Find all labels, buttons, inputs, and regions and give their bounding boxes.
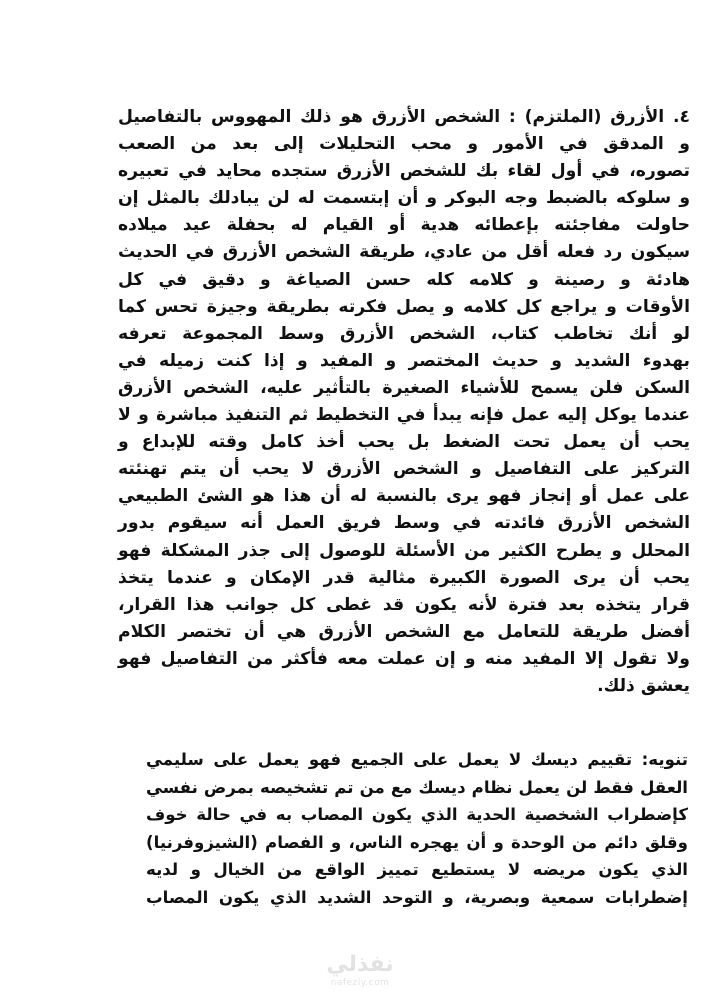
- text-line: الأوقات و يراجع كل كلامه و يصل فكرته بطريقة وجيزة تحس كما: [118, 296, 690, 317]
- text-line: الذي يكون مريضه لا يستطيع تمييز الواقع من الخيال و لديه: [146, 860, 688, 880]
- text-line: هادئة و رصينة و كلامه كله حسن الصياغة و دقيق في كل: [118, 269, 690, 290]
- text-line: تصوره، في أول لقاء بك للشخص الأزرق ستجده محايد في تعبيره: [118, 161, 690, 182]
- watermark-url: nafezly.com: [330, 978, 390, 988]
- text-line: التركيز على التفاصيل و الشخص الأزرق لا يحب أن يتم تهنئته: [118, 459, 690, 480]
- text-line: كإضطراب الشخصية الحدية الذي يكون المصاب به في حالة خوف: [146, 805, 688, 825]
- text-line: يعشق ذلك.: [597, 675, 690, 696]
- text-line: أفضل طريقة للتعامل مع الشخص الأزرق هي أن تختصر الكلام: [118, 621, 690, 642]
- text-line: حاولت مفاجئته بإعطائه هدية أو القيام له بحفلة عيد ميلاده: [118, 215, 690, 236]
- text-line: وقلق دائم من الوحدة و أن يهجره الناس، و الفصام (الشيزوفرنيا): [146, 832, 688, 852]
- text-line: و المدقق في الأمور و محب التحليلات إلى بعد من الصعب: [118, 134, 690, 155]
- text-line: عندما يوكل إليه عمل فإنه يبدأ في التخطيط ثم التنفيذ مباشرة و لا: [118, 405, 690, 426]
- text-line: ولا تقول إلا المفيد منه و إن عملت معه فأكثر من التفاصيل فهو: [118, 648, 690, 669]
- text-line: المحلل و يطرح الكثير من الأسئلة للوصول إلى جذر المشكلة فهو: [118, 540, 690, 561]
- text-line: الشخص الأزرق فائدته في وسط فريق العمل أنه سيقوم بدور: [118, 513, 690, 534]
- blue-personality-paragraph: [118, 104, 690, 700]
- text-line: سيكون رد فعله أقل من عادي، طريقة الشخص الأزرق في الحديث: [118, 242, 690, 263]
- text-line: قرار يتخذه بعد فترة لأنه يكون قد غطى كل جوانب هذا القرار،: [118, 594, 690, 615]
- text-line: إضطرابات سمعية وبصرية، و التوحد الشديد الذي يكون المصاب: [146, 887, 688, 907]
- text-line: ٤. الأزرق (الملتزم) : الشخص الأزرق هو ذلك المهووس بالتفاصيل: [118, 107, 690, 127]
- text-line: لو أنك تخاطب كتاب، الشخص الأزرق وسط المجموعة تعرفه: [118, 323, 690, 344]
- text-line: تنويه: تقييم ديسك لا يعمل على الجميع فهو يعمل على سليمي: [146, 750, 688, 769]
- text-line: يحب أن يرى الصورة الكبيرة مثالية قدر الإمكان و عندما يتخذ: [118, 567, 690, 588]
- text-line: على عمل أو إنجاز فهو يرى بالنسبة له أن هذا هو الشئ الطبيعي: [118, 486, 690, 507]
- text-line: بهدوء الشديد و حديث المختصر و المفيد و إذا كنت زميله في: [118, 350, 690, 371]
- text-line: السكن فلن يسمح للأشياء الصغيرة بالتأثير عليه، الشخص الأزرق: [118, 377, 690, 398]
- text-line: يحب أن يعمل تحت الضغط بل يحب أخذ كامل وقته للإبداع و: [118, 432, 690, 453]
- text-line: و سلوكه بالضبط وجه البوكر و أن إبتسمت له لن يبادلك بالمثل إن: [118, 188, 690, 209]
- disclaimer-paragraph: [146, 746, 688, 912]
- nafezly-watermark: [318, 952, 402, 994]
- text-line: العقل فقط لن يعمل نظام ديسك مع من تم تشخيصه بمرض نفسي: [146, 777, 688, 797]
- watermark-logo-text: نفذلي: [326, 952, 394, 977]
